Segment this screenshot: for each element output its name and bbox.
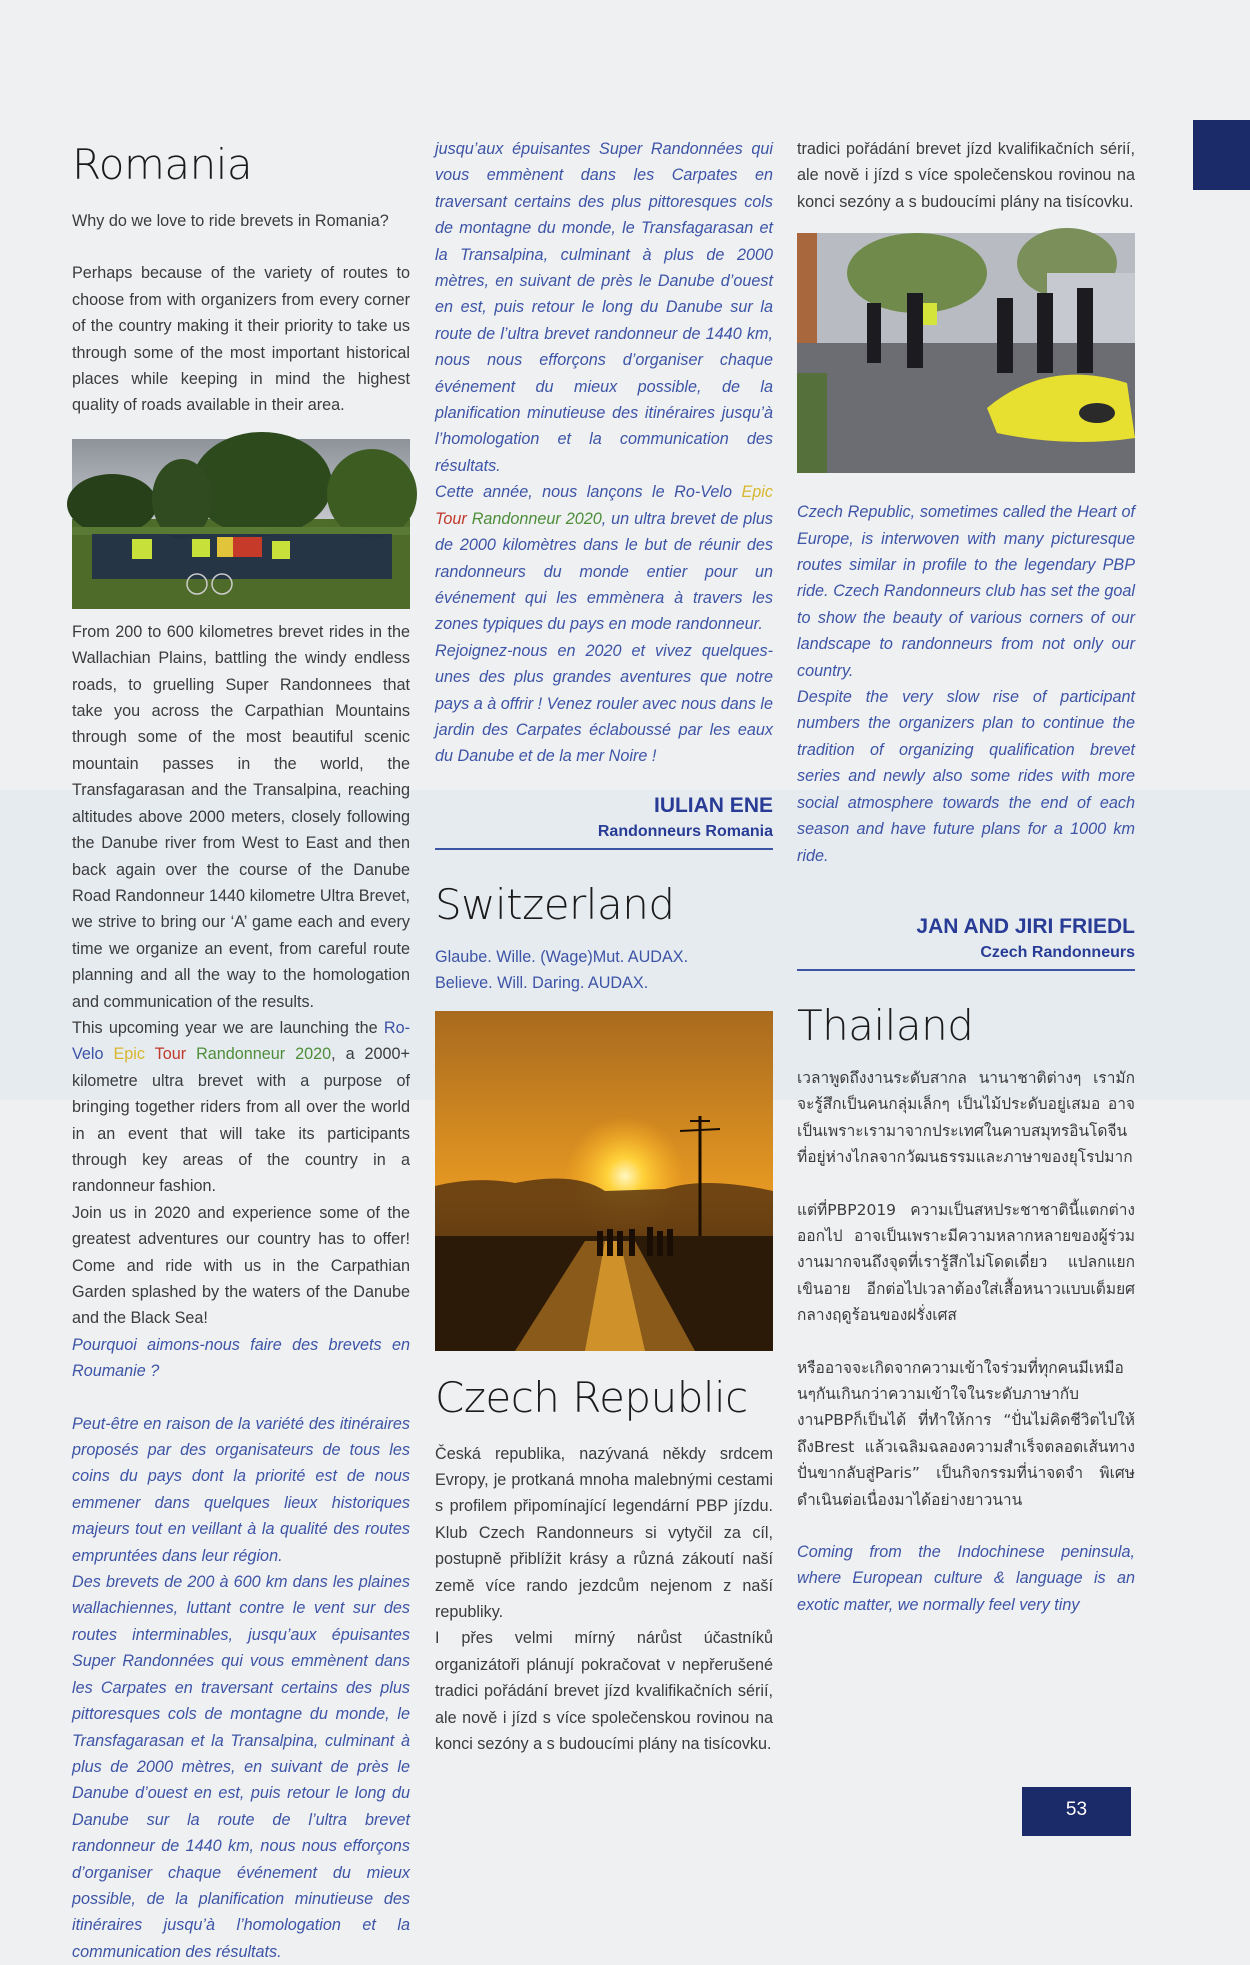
fr-p3-text-end: , un ultra brevet de plus de 2000 kilomètres dans le but de réunir des randonneurs du monde entier pour un événement qui les emmènera à travers les zones typiques du pays en mode randonneur. xyxy=(435,509,773,634)
romania-fr-paragraph-1: Peut-être en raison de la variété des itinéraires proposés par des organisateurs de tous les coins du pays dont la priorité est de nous emmener dans quelques lieux historiques majeurs tout en veillant à la qualité des routes empruntées dans leur région. xyxy=(72,1414,410,1565)
thailand-title: Thailand xyxy=(797,1000,974,1050)
czech-signature xyxy=(797,913,1135,971)
czech-paragraph-2: I přes velmi mírný nárůst účastníků organizátoři plánují pokračovat v nepřerušené tradici pořádání brevet jízd kvalifikačních sérií, ale nově i jízd s více společenskou rovinou na konci sezóny a s budoucími plány na tisícovku. xyxy=(435,1629,773,1754)
author-org: Czech Randonneurs xyxy=(980,943,1135,961)
event-word-epic: Epic xyxy=(113,1045,145,1064)
romania-fr-paragraph-3 xyxy=(435,479,773,637)
switzerland-motto-en: Believe. Will. Daring. AUDAX. xyxy=(435,974,649,993)
romania-intro: Why do we love to ride brevets in Romania? xyxy=(72,212,389,230)
romania-title: Romania xyxy=(72,140,253,189)
column-3 xyxy=(797,136,1135,1618)
romania-p3-text-end: , a 2000+ kilometre ultra brevet with a purpose of bringing together riders from all over the world in an event that will take its participants through key areas of the country in a randonneur fashion. xyxy=(72,1045,410,1196)
switzerland-title: Switzerland xyxy=(435,879,675,929)
romania-paragraph-3 xyxy=(72,1015,410,1200)
author-name: IULIAN ENE xyxy=(653,793,773,817)
romania-fr-question: Pourquoi aimons-nous faire des brevets en Roumanie ? xyxy=(72,1335,410,1381)
romania-paragraph-1: Perhaps because of the variety of routes to choose from with organizers from every corner of the country making it their priority to take us through some of the most important historical places while keeping in mind the highest quality of roads available in their area. xyxy=(72,264,410,415)
romania-fr-paragraph-2-cont: jusqu’aux épuisantes Super Randonnées qui vous emmènent dans les Carpates en traversant certains des plus pittoresques cols de montagne du monde, le Transfagarasan et la Transalpina, culminant à plus de 2000 mètres, en suivant de près le Danube d’ouest en est, puis retour le long du Danube sur la route de l’ultra brevet randonneur de 1440 km, nous nous efforçons d’organiser chaque événement du mieux possible, de la planification minutieuse des itinéraires jusqu’à l’homologation et la communication des résultats. xyxy=(435,140,773,475)
thailand-en-paragraph-1: Coming from the Indochinese peninsula, where European culture & language is an exotic matter, we normally feel very tiny xyxy=(797,1543,1135,1614)
romania-paragraph-2: From 200 to 600 kilometres brevet rides in the Wallachian Plains, battling the windy endless roads, to gruelling Super Randonnees that take you across the Carpathian Mountains through some of the most beautiful scenic mountain passes in the world, the Transfagarasan and the Transalpina, reaching altitudes above 2000 meters, closely following the Danube river from West to East and then back again over the course of the Danube Road Randonneur 1440 kilometre Ultra Brevet, we strive to bring our ‘A’ game each and every time we organize an event, from careful route planning and all the way to the homologation and communication of the results. xyxy=(72,622,410,1011)
czech-en-paragraph-1: Czech Republic, sometimes called the Heart of Europe, is interwoven with many picturesque routes similar in profile to the legendary PBP ride. Czech Randonneurs club has set the goal to show the beauty of various corners of our landscape to randonneurs from not only our country. xyxy=(797,503,1135,680)
fr-event-word-randonneur: Randonneur 2020 xyxy=(471,509,602,528)
event-word-randonneur: Randonneur 2020 xyxy=(196,1045,332,1064)
page-number: 53 xyxy=(1022,1787,1131,1836)
czech-velomobile-photo xyxy=(797,233,1135,473)
event-word-tour: Tour xyxy=(154,1045,187,1064)
event-word-ro-velo: Ro-Velo xyxy=(72,1018,410,1064)
romania-fr-paragraph-4: Rejoignez-nous en 2020 et vivez quelques-unes des plus grandes aventures que notre pays a à offrir ! Venez rouler avec nous dans le jardin des Carpates éclaboussé par les eaux du Danube et de la mer Noire ! xyxy=(435,641,773,766)
author-name: JAN AND JIRI FRIEDL xyxy=(916,914,1135,938)
section-tab-marker xyxy=(1193,120,1250,190)
romania-p3-text: This upcoming year we are launching the xyxy=(72,1018,384,1037)
romania-group-photo xyxy=(72,439,410,609)
switzerland-sunrise-photo xyxy=(435,1011,773,1351)
author-org: Randonneurs Romania xyxy=(597,822,773,840)
column-2 xyxy=(435,136,773,1754)
thailand-paragraph-2: แต่ที่PBP2019 ความเป็นสหประชาชาตินี้แตกต่างออกไป อาจเป็นเพราะมีความหลากหลายของผู้ร่วมงานมากจนถึงจุดที่เรารู้สึกไม่โดดเดี่ยว แปลกแยก เขินอาย อีกต่อไปเวลาต้องใส่เสื้อหนาวแบบเต็มยศ กลางฤดูร้อนของฝรั่งเศส xyxy=(797,1200,1135,1325)
romania-signature xyxy=(435,792,773,850)
fr-event-word-tour: Tour xyxy=(435,509,467,528)
romania-fr-paragraph-2: Des brevets de 200 à 600 km dans les plaines wallachiennes, luttant contre le vent sur des routes interminables, jusqu’aux épuisantes Super Randonnées qui vous emmènent dans les Carpates en traversant certains des plus pittoresques cols de montagne du monde, le Transfagarasan et la Transalpina, culminant à plus de 2000 mètres, en suivant de près le Danube d’ouest en est, puis retour le long du Danube sur la route de l’ultra brevet randonneur de 1440 km, nous nous efforçons d’organiser chaque événement du mieux possible, de la planification minutieuse des itinéraires jusqu’à l’homologation et la communication des résultats. xyxy=(72,1573,410,1961)
czech-paragraph-2-cont: tradici pořádání brevet jízd kvalifikačních sérií, ale nově i jízd s více společenskou rovinou na konci sezóny a s budoucími plány na tisícovku. xyxy=(797,140,1135,211)
thailand-paragraph-1: เวลาพูดถึงงานระดับสากล นานาชาติต่างๆ เรามักจะรู้สึกเป็นคนกลุ่มเล็กๆ เป็นไม้ประดับอยู่เสมอ อาจเป็นเพราะเรามาจากประเทศในคาบสมุทรอินโดจีน ที่อยู่ห่างไกลจากวัฒนธรรมและภาษาของยุโรปมาก xyxy=(797,1068,1135,1167)
column-1 xyxy=(72,140,410,1961)
fr-p3-text: Cette année, nous lançons le Ro-Velo xyxy=(435,483,742,502)
czech-title: Czech Republic xyxy=(435,1372,748,1422)
czech-en-paragraph-2: Despite the very slow rise of participant numbers the organizers plan to continue the tradition of organizing qualification brevet series and newly also some rides with more social atmosphere towards the end of each season and have future plans for a 1000 km ride. xyxy=(797,688,1135,865)
switzerland-motto-de: Glaube. Wille. (Wage)Mut. AUDAX. xyxy=(435,947,689,966)
fr-event-word-epic: Epic xyxy=(741,483,773,502)
romania-paragraph-4: Join us in 2020 and experience some of the greatest adventures our country has to offer! Come and ride with us in the Carpathian Garden splashed by the waters of the Danube and the Black Sea! xyxy=(72,1203,410,1328)
thailand-paragraph-3: หรืออาจจะเกิดจากความเข้าใจร่วมที่ทุกคนมีเหมือนๆกันเกินกว่าความเข้าใจในระดับภาษากับงานPBPก็เป็นได้ ที่ทำให้การ “ปั่นไม่คิดชีวิตไปให้ถึงBrest แล้วเฉลิมฉลองความสำเร็จตลอดเส้นทางปั่นขากลับสู่Paris” เป็นกิจกรรมที่น่าจดจำ พิเศษ ดำเนินต่อเนื่องมาได้อย่างยาวนาน xyxy=(797,1358,1135,1509)
czech-paragraph-1: Česká republika, nazývaná někdy srdcem Evropy, je protkaná mnoha malebnými cestami s profilem připomínající legendární PBP jízdu. Klub Czech Randonneurs si vytyčil za cíl, postupně přiblížit krásy a různá zákoutí naší země více rando jezdcům nejenom z naší republiky. xyxy=(435,1444,773,1621)
